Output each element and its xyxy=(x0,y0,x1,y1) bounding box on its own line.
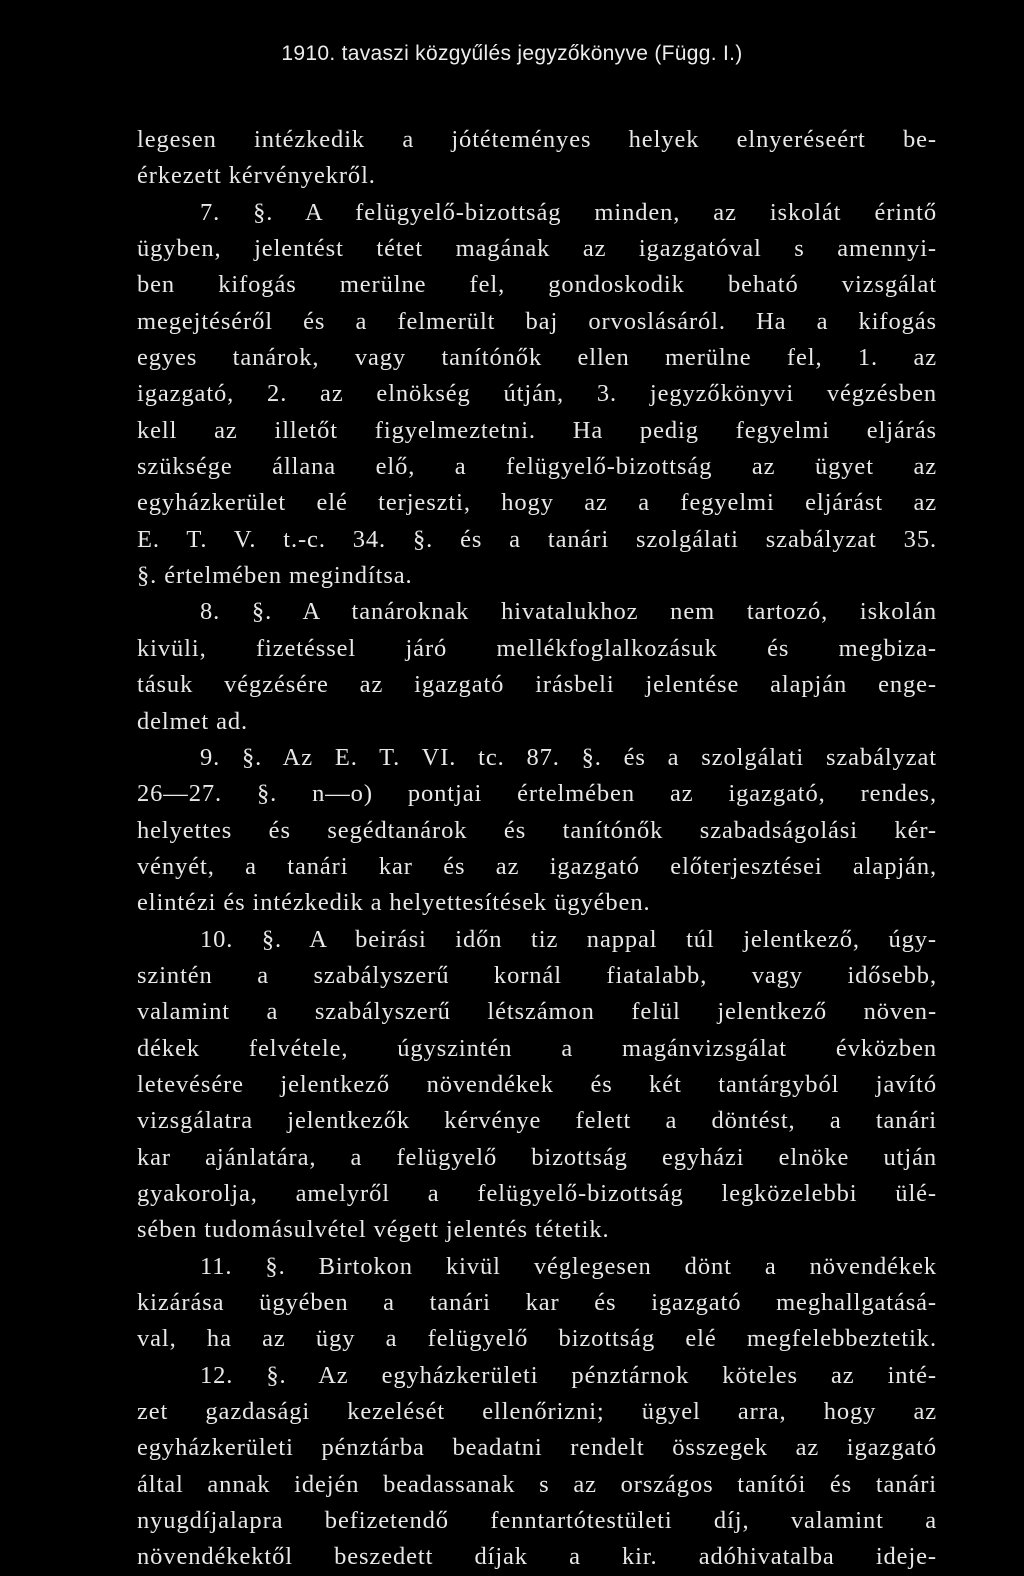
text-line: által annak idején beadassanak s az országos tanítói és tanári xyxy=(137,1470,937,1498)
body-text xyxy=(137,122,937,1576)
text-line: letevésére jelentkező növendékek és két tantárgyból javító xyxy=(137,1070,937,1098)
text-line: tásuk végzésére az igazgató irásbeli jelentése alapján enge- xyxy=(137,671,937,699)
text-line: ügyben, jelentést tétet magának az igazgatóval s amennyi- xyxy=(137,235,937,263)
text-line: elintézi és intézkedik a helyettesítések ügyében. xyxy=(137,889,651,917)
text-line: legesen intézkedik a jótéteményes helyek elnyeréseért be- xyxy=(137,126,937,153)
text-line: megejtéséről és a felmerült baj orvoslásáról. Ha a kifogás xyxy=(137,307,937,335)
text-line: ben kifogás merülne fel, gondoskodik beható vizsgálat xyxy=(137,271,937,299)
text-line: helyettes és segédtanárok és tanítónők szabadságolási kér- xyxy=(137,816,937,844)
text-line: nyugdíjalapra befizetendő fenntartótestületi díj, valamint a xyxy=(137,1507,937,1535)
text-line: egyházkerület elé terjeszti, hogy az a fegyelmi eljárást az xyxy=(137,489,937,517)
text-line: egyes tanárok, vagy tanítónők ellen merülne fel, 1. az xyxy=(137,344,937,372)
text-line: valamint a szabályszerű létszámon felül jelentkező növen- xyxy=(137,998,937,1026)
text-line: kivüli, fizetéssel járó mellékfoglalkozásuk és megbiza- xyxy=(137,634,937,662)
text-line: szintén a szabályszerű kornál fiatalabb, vagy idősebb, xyxy=(137,961,937,989)
text-line: sében tudomásulvétel végett jelentés tétetik. xyxy=(137,1216,610,1244)
text-line: egyházkerületi pénztárba beadatni rendelt összegek az igazgató xyxy=(137,1434,937,1462)
text-line: kar ajánlatára, a felügyelő bizottság egyházi elnöke utján xyxy=(137,1143,937,1171)
text-line: val, ha az ügy a felügyelő bizottság elé megfelebbeztetik. xyxy=(137,1325,937,1353)
text-line: növendékektől beszedett díjak a kir. adóhivatalba ideje- xyxy=(137,1543,937,1571)
text-line: 8. §. A tanároknak hivatalukhoz nem tartozó, iskolán xyxy=(200,598,937,626)
text-line: 11. §. Birtokon kivül véglegesen dönt a növendékek xyxy=(200,1252,937,1280)
text-line: vizsgálatra jelentkezők kérvénye felett a döntést, a tanári xyxy=(137,1107,937,1135)
text-line: E. T. V. t.-c. 34. §. és a tanári szolgálati szabályzat 35. xyxy=(137,525,937,553)
text-line: kizárása ügyében a tanári kar és igazgató meghallgatásá- xyxy=(137,1289,937,1316)
text-line: kell az illetőt figyelmeztetni. Ha pedig fegyelmi eljárás xyxy=(137,416,937,444)
text-line: 7. §. A felügyelő-bizottság minden, az iskolát érintő xyxy=(200,198,937,226)
text-line: igazgató, 2. az elnökség útján, 3. jegyzőkönyvi végzésben xyxy=(137,380,937,408)
text-line: vényét, a tanári kar és az igazgató előterjesztései alapján, xyxy=(137,852,937,880)
text-line: delmet ad. xyxy=(137,707,249,735)
text-line: érkezett kérvényekről. xyxy=(137,162,376,190)
text-line: zet gazdasági kezelését ellenőrizni; ügyel arra, hogy az xyxy=(137,1398,937,1426)
text-line: 12. §. Az egyházkerületi pénztárnok köteles az inté- xyxy=(200,1361,937,1389)
text-line: 9. §. Az E. T. VI. tc. 87. §. és a szolgálati szabályzat xyxy=(200,743,937,771)
text-line: §. értelmében megindítsa. xyxy=(137,562,413,590)
text-line: 10. §. A beirási időn tiz nappal túl jelentkező, úgy- xyxy=(200,925,937,953)
text-line: 26—27. §. n—o) pontjai értelmében az igazgató, rendes, xyxy=(137,780,937,808)
text-line: szüksége állana elő, a felügyelő-bizottság az ügyet az xyxy=(137,453,937,481)
running-header: 1910. tavaszi közgyűlés jegyzőkönyve (Függ. I.) xyxy=(281,42,743,65)
text-line: gyakorolja, amelyről a felügyelő-bizottság legközelebbi ülé- xyxy=(137,1179,937,1207)
text-line: dékek felvétele, úgyszintén a magánvizsgálat évközben xyxy=(137,1034,937,1062)
